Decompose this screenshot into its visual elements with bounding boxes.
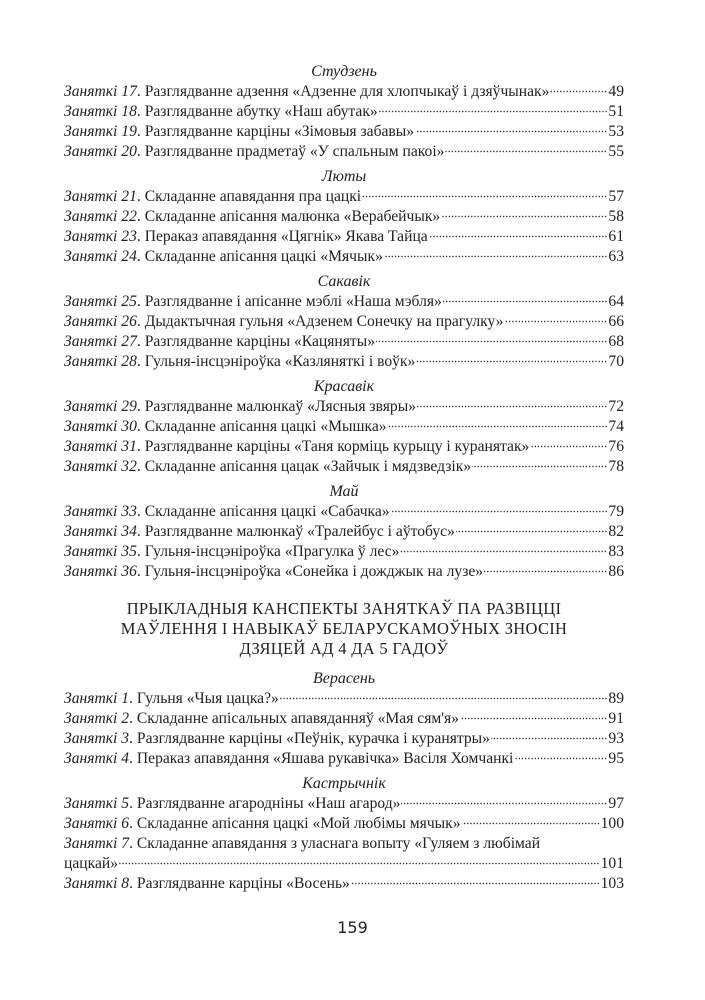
part-heading <box>64 599 624 659</box>
lesson-label: Заняткі 18 <box>64 103 137 120</box>
toc-entry: Заняткі 8 . Разглядванне карціны «Восень» 103 <box>64 875 624 892</box>
lesson-label: Заняткі 5 <box>64 795 130 812</box>
lesson-title: Гульня-інсцэніроўка «Казляняткі і воўк» <box>144 353 416 370</box>
toc-entry: Заняткі 6 . Складанне апісання цацкі «Мой любімы мячык» 100 <box>64 815 624 832</box>
toc-entry: Заняткі 32 . Складанне апісання цацак «Зайчык і мядзведзік» 78 <box>64 458 624 475</box>
lesson-label: Заняткі 25 <box>64 293 137 310</box>
dot-leader <box>388 425 608 428</box>
lesson-title: Складанне апісання цацак «Зайчык і мядзведзік» <box>144 458 472 475</box>
lesson-label: Заняткі 3 <box>64 730 130 747</box>
toc-entry: Заняткі 33 . Складанне апісання цацкі «Сабачка» 79 <box>64 503 624 520</box>
toc-entry: Заняткі 34 . Разглядванне малюнкаў «Тралейбус і аўтобус» 82 <box>64 523 624 540</box>
page-ref: 49 <box>608 83 624 100</box>
toc-entry: Заняткі 28 . Гульня-інсцэніроўка «Казляняткі і воўк» 70 <box>64 353 624 370</box>
month-heading: Кастрычнік <box>302 775 386 792</box>
dot-leader <box>530 445 607 448</box>
dot-leader <box>416 360 607 363</box>
lesson-title: Складанне апавядання пра цацкі <box>144 188 362 205</box>
dot-leader <box>472 465 607 468</box>
page-ref: 55 <box>608 143 624 160</box>
lesson-title: Гульня «Чыя цацка?» <box>136 690 279 707</box>
lesson-label: Заняткі 33 <box>64 503 137 520</box>
lesson-title: Пераказ апавядання «Цягнік» Якава Тайца <box>144 228 428 245</box>
toc-entry: Заняткі 29 . Разглядванне малюнкаў «Лясныя звяры» 72 <box>64 398 624 415</box>
lesson-label: Заняткі 26 <box>64 313 137 330</box>
part-heading-line: ДЗЯЦЕЙ АД 4 ДА 5 ГАДОЎ <box>239 639 449 658</box>
dot-leader <box>351 882 600 885</box>
lesson-label: Заняткі 2 <box>64 710 130 727</box>
dot-leader <box>415 130 607 133</box>
dot-leader <box>550 90 607 93</box>
section-april <box>64 377 624 477</box>
page-ref: 95 <box>608 750 624 767</box>
toc-entry: Заняткі 26 . Дыдактычная гульня «Адзенем Сонечку на прагулку» 66 <box>64 313 624 330</box>
dot-leader <box>119 862 600 865</box>
toc-entry: Заняткі 21 . Складанне апавядання пра цацкі 57 <box>64 188 624 205</box>
page-ref: 74 <box>608 418 624 435</box>
page-ref: 93 <box>608 730 624 747</box>
toc-entry: Заняткі 17 . Разглядванне адзення «Адзенне для хлопчыкаў і дзяўчынак» 49 <box>64 83 624 100</box>
lesson-title: Разглядванне агародніны «Наш агарод» <box>136 795 401 812</box>
dot-leader <box>460 717 607 720</box>
dot-leader <box>417 405 607 408</box>
section-january <box>64 62 624 162</box>
lesson-title: Разглядванне карціны «Восень» <box>136 875 350 892</box>
lesson-label: Заняткі 6 <box>64 815 130 832</box>
lesson-title: Складанне апісання цацкі «Мой любімы мячык» <box>136 815 461 832</box>
dot-leader <box>362 195 607 198</box>
lesson-title: Гульня-інсцэніроўка «Сонейка і дожджык на лузе» <box>144 563 484 580</box>
page-ref: 91 <box>608 710 624 727</box>
dot-leader <box>379 110 608 113</box>
dot-leader <box>504 320 607 323</box>
page-ref: 61 <box>608 228 624 245</box>
part-heading-line: ПРЫКЛАДНЫЯ КАНСПЕКТЫ ЗАНЯТКАЎ ПА РАЗВІЦЦІ <box>126 599 562 618</box>
page-ref: 78 <box>608 458 624 475</box>
lesson-title: Дыдактычная гульня «Адзенем Сонечку на прагулку» <box>144 313 504 330</box>
month-heading: Студзень <box>311 63 377 80</box>
dot-leader <box>280 697 608 700</box>
page-ref: 76 <box>608 438 624 455</box>
lesson-label: Заняткі 31 <box>64 438 137 455</box>
lesson-label: Заняткі 21 <box>64 188 137 205</box>
section-may <box>64 482 624 582</box>
lesson-label: Заняткі 20 <box>64 143 137 160</box>
page-ref: 86 <box>608 563 624 580</box>
lesson-title: Разглядванне карціны «Таня корміць курыцу і куранятак» <box>144 438 530 455</box>
toc-entry: Заняткі 30 . Складанне апісання цацкі «Мышка» 74 <box>64 418 624 435</box>
toc-entry: Заняткі 35 . Гульня-інсцэніроўка «Прагулка ў лес» 83 <box>64 543 624 560</box>
lesson-label: Заняткі 23 <box>64 228 137 245</box>
section-october <box>64 774 624 894</box>
toc-entry: Заняткі 3 . Разглядванне карціны «Пеўнік, курачка і куранятры» 93 <box>64 730 624 747</box>
page-ref: 79 <box>608 503 624 520</box>
lesson-label: Заняткі 1 <box>64 690 130 707</box>
lesson-title: Складанне апавядання з уласнага вопыту «Гуляем з любімай <box>136 835 541 852</box>
lesson-label: Заняткі 22 <box>64 208 137 225</box>
dot-leader <box>376 340 607 343</box>
lesson-label: Заняткі 24 <box>64 248 137 265</box>
lesson-title: Разглядванне абутку «Наш абутак» <box>144 103 378 120</box>
page-ref: 83 <box>608 543 624 560</box>
lesson-title: Складанне апісання цацкі «Сабачка» <box>144 503 390 520</box>
dot-leader <box>484 570 607 573</box>
lesson-label: Заняткі 32 <box>64 458 137 475</box>
toc-entry: Заняткі 36 . Гульня-інсцэніроўка «Сонейка і дожджык на лузе» 86 <box>64 563 624 580</box>
toc-entry: Заняткі 19 . Разглядванне карціны «Зімовыя забавы» 53 <box>64 123 624 140</box>
toc-entry: Заняткі 23 . Пераказ апавядання «Цягнік» Якава Тайца 61 <box>64 228 624 245</box>
lesson-label: Заняткі 30 <box>64 418 137 435</box>
dot-leader <box>400 550 607 553</box>
page-ref: 66 <box>608 313 624 330</box>
lesson-label: Заняткі 17 <box>64 83 137 100</box>
dot-leader <box>462 822 600 825</box>
lesson-title: Разглядванне карціны «Кацяняты» <box>144 333 376 350</box>
lesson-title: Складанне апісання цацкі «Мячык» <box>144 248 383 265</box>
page-ref: 97 <box>608 795 624 812</box>
page-ref: 100 <box>600 815 624 832</box>
lesson-label: Заняткі 19 <box>64 123 137 140</box>
page-ref: 82 <box>608 523 624 540</box>
lesson-label: Заняткі 36 <box>64 563 137 580</box>
lesson-title: Разглядванне малюнкаў «Тралейбус і аўтобус» <box>144 523 455 540</box>
page-number: 159 <box>337 918 368 937</box>
lesson-label: Заняткі 29 <box>64 398 137 415</box>
dot-leader <box>445 150 607 153</box>
lesson-title: Разглядванне прадметаў «У спальным пакоі» <box>144 143 445 160</box>
lesson-label: Заняткі 8 <box>64 875 130 892</box>
lesson-label: Заняткі 34 <box>64 523 137 540</box>
lesson-title: Складанне апісальных апавяданняў «Мая сям'я» <box>136 710 460 727</box>
lesson-title: Складанне апісання малюнка «Верабейчык» <box>144 208 441 225</box>
toc-entry: Заняткі 31 . Разглядванне карціны «Таня корміць курыцу і куранятак» 76 <box>64 438 624 455</box>
toc-entry: Заняткі 7. Складанне апавядання з уласнага вопыту «Гуляем з любімай цацкай» 101 <box>64 835 624 872</box>
toc-entry: Заняткі 20 . Разглядванне прадметаў «У спальным пакоі» 55 <box>64 143 624 160</box>
toc-entry: Заняткі 22 . Складанне апісання малюнка «Верабейчык» 58 <box>64 208 624 225</box>
toc-entry: Заняткі 18 . Разглядванне абутку «Наш абутак» 51 <box>64 103 624 120</box>
dot-leader <box>429 235 608 238</box>
page-ref: 63 <box>608 248 624 265</box>
month-heading: Люты <box>321 168 367 185</box>
toc-entry: Заняткі 1 . Гульня «Чыя цацка?» 89 <box>64 690 624 707</box>
page-ref: 58 <box>608 208 624 225</box>
toc-entry: Заняткі 25 . Разглядванне і апісанне мэблі «Наша мэбля» 64 <box>64 293 624 310</box>
page-ref: 51 <box>608 103 624 120</box>
page-ref: 68 <box>608 333 624 350</box>
dot-leader <box>391 510 608 513</box>
page-ref: 101 <box>600 855 624 872</box>
toc-entry: Заняткі 27 . Разглядванне карціны «Кацяняты» 68 <box>64 333 624 350</box>
lesson-title: Разглядванне карціны «Пеўнік, курачка і куранятры» <box>136 730 490 747</box>
toc-entry: Заняткі 4 . Пераказ апавядання «Яшава рукавічка» Васіля Хомчанкі 95 <box>64 750 624 767</box>
page-ref: 53 <box>608 123 624 140</box>
dot-leader <box>441 215 607 218</box>
lesson-label: Заняткі 35 <box>64 543 137 560</box>
dot-leader <box>443 300 608 303</box>
dot-leader <box>401 802 607 805</box>
section-march <box>64 272 624 372</box>
page-ref: 64 <box>608 293 624 310</box>
lesson-label: Заняткі 7 <box>64 835 130 852</box>
toc-entry: Заняткі 5 . Разглядванне агародніны «Наш агарод» 97 <box>64 795 624 812</box>
page-ref: 57 <box>608 188 624 205</box>
dot-leader <box>514 757 607 760</box>
lesson-title: Пераказ апавядання «Яшава рукавічка» Васіля Хомчанкі <box>136 750 514 767</box>
section-september <box>64 669 624 769</box>
lesson-title-continued: цацкай» <box>64 855 119 872</box>
month-heading: Сакавік <box>317 273 371 290</box>
part-heading-line: МАЎЛЕННЯ І НАВЫКАЎ БЕЛАРУСКАМОЎНЫХ ЗНОСІН <box>120 619 568 638</box>
toc-entry: Заняткі 2 . Складанне апісальных апавяданняў «Мая сям'я» 91 <box>64 710 624 727</box>
page-ref: 103 <box>600 875 624 892</box>
page-ref: 89 <box>608 690 624 707</box>
page-ref: 70 <box>608 353 624 370</box>
lesson-title: Разглядванне карціны «Зімовыя забавы» <box>144 123 415 140</box>
month-heading: Май <box>329 483 359 500</box>
dot-leader <box>491 737 607 740</box>
dot-leader <box>456 530 608 533</box>
lesson-label: Заняткі 4 <box>64 750 130 767</box>
month-heading: Верасень <box>312 670 376 687</box>
lesson-title: Складанне апісання цацкі «Мышка» <box>144 418 387 435</box>
lesson-label: Заняткі 28 <box>64 353 137 370</box>
page-ref: 72 <box>608 398 624 415</box>
month-heading: Красавік <box>313 378 375 395</box>
lesson-title: Гульня-інсцэніроўка «Прагулка ў лес» <box>144 543 400 560</box>
dot-leader <box>384 255 608 258</box>
table-of-contents <box>64 62 624 894</box>
lesson-title: Разглядванне і апісанне мэблі «Наша мэбля» <box>144 293 442 310</box>
toc-entry: Заняткі 24 . Складанне апісання цацкі «Мячык» 63 <box>64 248 624 265</box>
lesson-title: Разглядванне малюнкаў «Лясныя звяры» <box>144 398 416 415</box>
lesson-title: Разглядванне адзення «Адзенне для хлопчыкаў і дзяўчынак» <box>144 83 550 100</box>
lesson-label: Заняткі 27 <box>64 333 137 350</box>
section-february <box>64 167 624 267</box>
